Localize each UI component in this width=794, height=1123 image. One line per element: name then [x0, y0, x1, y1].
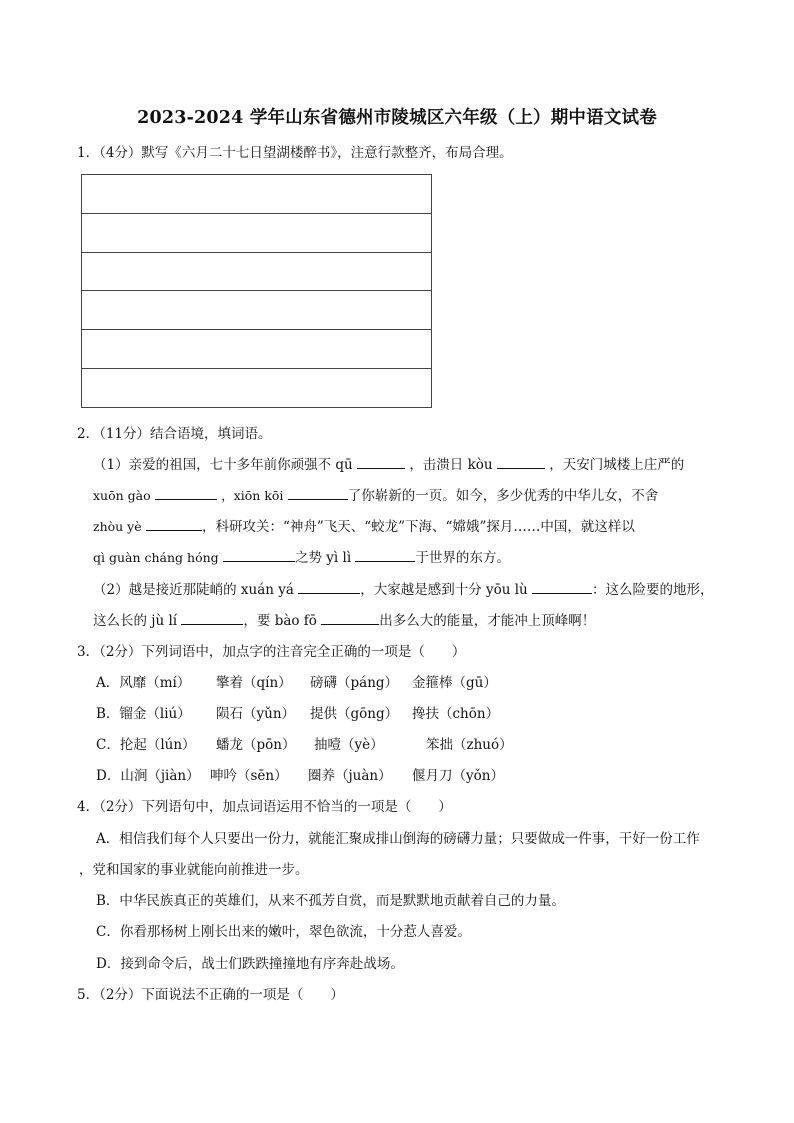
q2-text: 了你崭新的一页。如今，多少优秀的中华儿女，不舍	[347, 488, 659, 504]
q4-option-a-cont: ，党和国家的事业就能向前推进一步。	[79, 862, 309, 878]
q4-option-b[interactable]: B．中华民族真正的英雄们，从来不孤芳自赏，而是默默地贡献着自己的力量。	[96, 893, 565, 909]
question-3-label: 3．（2分）下列词语中，加点字的注音完全正确的一项是（ ）	[77, 644, 466, 660]
q2-text: 这么长的 jù lí	[93, 613, 178, 629]
option-item: 磅礴（páng）	[310, 675, 399, 691]
writing-row[interactable]	[82, 175, 431, 214]
q2-part1-line4	[93, 548, 510, 568]
q3-option-b[interactable]	[96, 704, 499, 724]
q2-pinyin: qì guàn cháng hóng	[93, 550, 219, 565]
answer-blank[interactable]	[155, 486, 217, 500]
answer-blank[interactable]	[288, 486, 348, 500]
option-item: D．山涧（jiàn）	[96, 768, 200, 784]
answer-blank[interactable]	[532, 580, 592, 594]
q2-text: （1）亲爱的祖国，七十多年前你顽强不 qū	[93, 457, 353, 473]
writing-row[interactable]	[82, 291, 431, 330]
option-item: 金箍棒（gū）	[412, 675, 497, 691]
q2-text: 出多么大的能量，才能冲上顶峰啊！	[379, 613, 596, 629]
q3-option-d[interactable]	[96, 766, 504, 786]
q2-text: ，大家越是感到十分 yōu lù	[360, 582, 528, 598]
answer-blank[interactable]	[357, 455, 405, 469]
q2-text: ，科研攻关：“神舟”飞天、“蛟龙”下海、“嫦娥”探月……中国，就这样以	[201, 519, 635, 535]
option-item: 笨拙（zhuó）	[426, 737, 513, 753]
q2-part2-line1	[93, 580, 714, 600]
q3-option-a[interactable]	[96, 673, 497, 693]
option-item: 偃月刀（yǒn）	[412, 768, 504, 784]
option-item: 蟠龙（pōn）	[216, 737, 296, 753]
q2-text: ，击溃日 kòu	[409, 457, 493, 473]
option-item: 圈养（juàn）	[308, 768, 392, 784]
answer-blank[interactable]	[223, 548, 295, 562]
answer-blank[interactable]	[146, 517, 202, 531]
q2-pinyin: zhòu yè	[93, 519, 142, 534]
option-item: C．抡起（lún）	[96, 737, 196, 753]
option-item: 陨石（yǔn）	[216, 706, 296, 722]
answer-blank[interactable]	[181, 611, 243, 625]
writing-row[interactable]	[82, 253, 431, 292]
q2-part1-line3	[93, 517, 635, 537]
q2-pinyin: xuōn gào	[93, 488, 151, 503]
q2-text: ：这么险要的地形，	[592, 582, 714, 598]
option-item: 抽噎（yè）	[314, 737, 384, 753]
q2-part1-line2	[93, 486, 658, 506]
question-4-label: 4．（2分）下列语句中，加点词语运用不恰当的一项是（ ）	[77, 799, 452, 815]
q2-part2-line2	[93, 611, 595, 631]
exam-title: 2023-2024 学年山东省德州市陵城区六年级（上）期中语文试卷	[137, 108, 657, 128]
q4-option-d[interactable]: D．接到命令后，战士们跌跌撞撞地有序奔赴战场。	[96, 956, 404, 972]
q3-option-c[interactable]	[96, 735, 513, 755]
q2-text: 于世界的东方。	[415, 550, 510, 566]
q4-option-c[interactable]: C．你看那杨树上刚长出来的嫩叶，翠色欲流，十分惹人喜爱。	[96, 924, 471, 940]
q2-text: （2）越是接近那陡峭的 xuán yá	[93, 582, 294, 598]
option-item: B．镏金（liú）	[96, 706, 191, 722]
answer-blank[interactable]	[298, 580, 360, 594]
writing-grid[interactable]	[81, 174, 432, 408]
writing-row[interactable]	[82, 214, 431, 253]
option-item: 呻吟（sēn）	[210, 768, 288, 784]
question-2-label: 2．（11分）结合语境，填词语。	[77, 426, 272, 442]
writing-row[interactable]	[82, 330, 431, 369]
option-item: 提供（gōng）	[310, 706, 399, 722]
answer-blank[interactable]	[497, 455, 545, 469]
q2-pinyin: ，xiōn kōi	[221, 488, 284, 503]
option-item: 擎着（qín）	[216, 675, 292, 691]
q2-text: ，要 bào fō	[243, 613, 317, 629]
answer-blank[interactable]	[355, 548, 415, 562]
question-5-label: 5．（2分）下面说法不正确的一项是（ ）	[77, 987, 344, 1003]
q2-part1-line1	[93, 455, 684, 475]
writing-row[interactable]	[82, 369, 431, 408]
q2-text: ，天安门城楼上庄严的	[549, 457, 685, 473]
option-item: A．风靡（mí）	[96, 675, 191, 691]
q4-option-a[interactable]: A．相信我们每个人只要出一份力，就能汇聚成排山倒海的磅礴力量；只要做成一件事，干好一份工作	[96, 831, 700, 847]
q2-text: 之势 yì lì	[294, 550, 352, 566]
question-1-label: 1．（4分）默写《六月二十七日望湖楼醉书》，注意行款整齐，布局合理。	[77, 145, 513, 161]
option-item: 搀扶（chōn）	[412, 706, 500, 722]
answer-blank[interactable]	[321, 611, 379, 625]
